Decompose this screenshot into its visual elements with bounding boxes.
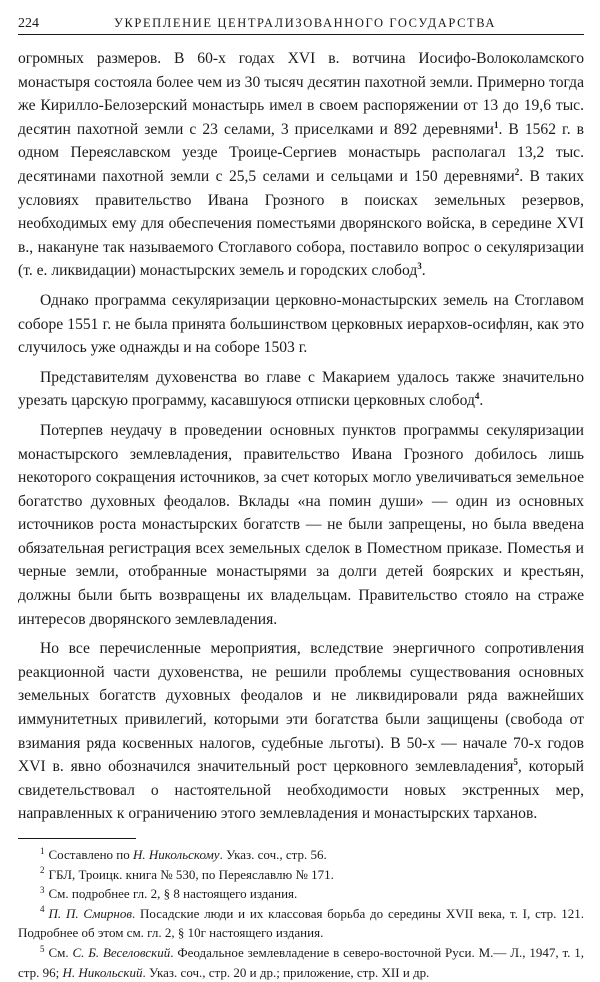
footnote xyxy=(18,904,584,943)
footnote-divider xyxy=(18,838,136,839)
footnote-reference: 4 xyxy=(474,391,480,402)
footnote-number: 1 xyxy=(40,845,45,856)
text-segment: . xyxy=(479,392,484,410)
text-segment: Но все перечисленные мероприятия, вследствие энергичного сопротивления реакционной части духовенства, не решили проблемы существования основных земельных богатств духовных феодалов и не ликвидировали ряда важнейших иммунитетных привилегий, которыми эти богатства были защищены (свобода от взимания ряда косвенных налогов, судебные льготы). В 50-х — начале 70-х годов XVI в. явно обозначился значительный рост церковного землевладения xyxy=(18,640,584,776)
text-segment: . Посадские люди и их классовая борьба до середины XVII века, т. I, стр. 121. Подробнее об этом см. гл. 2, § 10г настоящего издания. xyxy=(18,905,584,941)
footnote-number: 4 xyxy=(40,904,45,915)
text-segment: . В 1562 г. в одном Переяславском уезде Троице-Сергиев монастырь располагал 13,2 тыс. десятинами пахотной земли с 25,5 селами и сельцами и 150 деревнями xyxy=(18,120,584,185)
footnotes xyxy=(18,845,584,982)
footnote xyxy=(18,943,584,982)
footnote-reference: 1 xyxy=(493,119,499,130)
footnote-reference: 5 xyxy=(513,757,518,768)
text-segment: огромных размеров. В 60-х годах XVI в. вотчина Иосифо-Волоколамского монастыря состояла более чем из 30 тысяч десятин пахотной земли. Примерно тогда же Кирилло-Белозерский монастырь имел в своем распоряжении от 13 до 19,6 тыс. десятин пахотной земли с 23 селами, 3 приселками и 892 деревнями xyxy=(18,50,584,138)
page-number: 224 xyxy=(18,16,39,31)
paragraph xyxy=(18,366,584,413)
text-segment: См. подробнее гл. 2, § 8 настоящего издания. xyxy=(48,886,298,902)
text-segment: Однако программа секуляризации церковно-монастырских земель на Стоглавом соборе 1551 г. не была принята большинством церковных иерархов-осифлян, как это случилось уже однажды и на соборе 1503 г. xyxy=(18,291,584,357)
author-name: С. Б. Веселовский xyxy=(72,944,171,960)
running-title: УКРЕПЛЕНИЕ ЦЕНТРАЛИЗОВАННОГО ГОСУДАРСТВА xyxy=(114,16,497,30)
main-text xyxy=(18,47,584,826)
text-segment: . xyxy=(421,262,426,280)
author-name: Н. Никольскому xyxy=(133,847,220,862)
author-name: Н. Никольский xyxy=(62,964,143,980)
paragraph xyxy=(18,419,584,631)
book-page xyxy=(18,10,584,982)
paragraph xyxy=(18,289,584,360)
footnote xyxy=(18,845,584,865)
text-segment: Составлено по xyxy=(48,847,134,862)
text-segment: Потерпев неудачу в проведении основных пунктов программы секуляризации монастырского землевладения, правительство Ивана Грозного добилось лишь некоторого сокращения источников, за счет которых могло увеличиваться земельное богатство духовных феодалов. Вклады «на помин души» — один из основных источников роста монастырских богатств — не были запрещены, но была введена обязательная регистрация всех земельных сделок в Поместном приказе. Поместья и черные земли, отобранные монастырями за долги детей боярских и крестьян, должны были быть возвращены их владельцам. Правительство стояло на страже интересов дворянского землевладения. xyxy=(18,421,584,628)
text-segment: См. xyxy=(48,944,73,960)
text-segment: Представителям духовенства во главе с Макарием удалось также значительно урезать царскую программу, касавшуюся отписки церковных слобод xyxy=(18,368,584,410)
text-segment: . Феодальное землевладение в северо-восточной Руси. М.— Л., 1947, т. 1, стр. 96; xyxy=(18,944,585,980)
footnote-reference: 3 xyxy=(417,261,422,272)
text-segment: . Указ. соч., стр. 56. xyxy=(219,847,327,862)
text-segment: ГБЛ, Троицк. книга № 530, по Переяславлю № 171. xyxy=(48,866,334,882)
footnote-number: 5 xyxy=(40,943,45,954)
paragraph xyxy=(18,637,584,826)
footnote xyxy=(18,865,584,885)
text-segment: , который свидетельствовал о настоятельной необходимости новых экстренных мер, направленных к ограничению этого землевладения и монастырских тарханов. xyxy=(18,758,584,823)
author-name: П. П. Смирнов xyxy=(48,905,132,921)
text-segment: . В таких условиях правительство Ивана Грозного в поисках земельных резервов, необходимых ему для обеспечения поместьями дворянского войска, в середине XVI в., накануне так называемого Стоглавого собора, поставило вопрос о секуляризации (т. е. ликвидации) монастырских земель и городских слобод xyxy=(18,167,584,280)
footnote-reference: 2 xyxy=(514,166,520,177)
footnote-number: 2 xyxy=(40,865,45,876)
paragraph xyxy=(18,47,584,283)
footnote-number: 3 xyxy=(40,884,45,895)
footnote xyxy=(18,884,584,904)
text-segment: . Указ. соч., стр. 20 и др.; приложение, стр. XII и др. xyxy=(142,964,430,980)
page-header xyxy=(18,10,584,35)
